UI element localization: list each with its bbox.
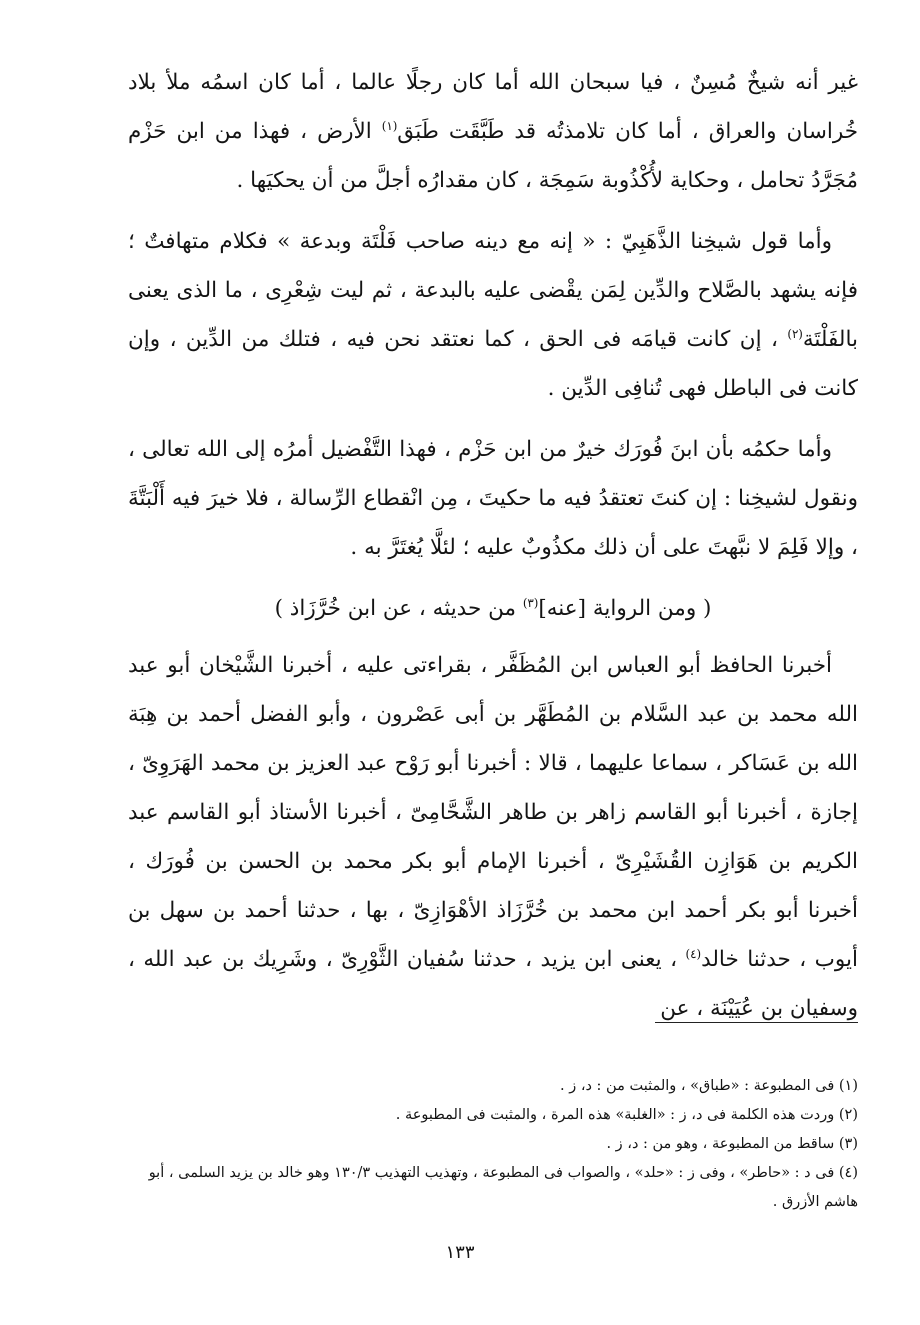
paragraph-2-text: وأما قول شيخِنا الذَّهَبِيّ : « إنه مع دينه صاحب فَلْتَة وبدعة » فكلام متهافتٌ ؛ فإنه يشهد بالصَّلاح والدِّين لِمَن يقْضى عليه بالبدعة ، ثم ليت شِعْرِى ، ما الذى يعنى بالفَلْتَة bbox=[128, 229, 858, 352]
footnote-2: (٢) وردت هذه الكلمة فى د، ز : «الغلبة» هذه المرة ، والمثبت فى المطبوعة . bbox=[395, 1107, 858, 1123]
main-text bbox=[128, 58, 858, 1045]
section-heading bbox=[128, 584, 858, 633]
footnote-marker-2: (٢) bbox=[787, 326, 803, 341]
paragraph-1-text: غير أنه شيخٌ مُسِنٌ ، فيا سبحان الله أما كان رجلًا عالما ، أما كان اسمُه ملأ بلاد خُراسان والعراق ، أما كان تلامذتُه قد طَبَّقَت طَبَق bbox=[128, 70, 858, 144]
paragraph-3-text: وأما حكمُه بأن ابنَ فُورَك خيرٌ من ابن حَزْم ، فهذا التَّفْضيل أمرُه إلى الله تعالى ، ونقول لشيخِنا : إن كنتَ تعتقدُ فيه ما حكيتَ ، مِن انْقطاع الرِّسالة ، فلا خيرَ فيه أَلْبَتَّةَ ، وإلا فَلِمَ لا نبَّهتَ على أن ذلك مكذُوبٌ عليه ؛ لئلَّا يُغتَرَّ به . bbox=[128, 437, 858, 560]
paragraph-3 bbox=[128, 425, 858, 572]
paragraph-1-rest: الأرض ، فهذا من ابن حَزْم مُجَرَّدُ تحامل ، وحكاية لأُكْذُوبة سَمِجَة ، كان مقدارُه أجلَّ من أن يحكيَها . bbox=[128, 119, 858, 193]
section-heading-end: من حديثه ، عن ابن خُرَّزَاذ ) bbox=[274, 596, 523, 621]
paragraph-4-text: أخبرنا الحافظ أبو العباس ابن المُظَفَّر ، بقراءتى عليه ، أخبرنا الشَّيْخان أبو عبد الله محمد بن عبد السَّلام بن المُطَهَّر بن أبى عَصْرون ، وأبو الفضل أحمد بن هِبَة الله بن عَسَاكر ، سماعا عليهما ، قالا : أخبرنا أبو رَوْح عبد العزيز بن محمد الهَرَوِىّ ، إجازة ، أخبرنا أبو القاسم زاهر بن طاهر الشَّحَّامِىّ ، أخبرنا الأستاذ أبو القاسم عبد الكريم بن هَوَازِن القُشَيْرِىّ ، أخبرنا الإمام أبو بكر محمد بن الحسن بن فُورَك ، أخبرنا أبو بكر أحمد ابن محمد بن خُرَّزَاذ الأهْوَازِىّ ، بها ، حدثنا أحمد بن سهل بن أيوب ، حدثنا خالد bbox=[128, 653, 858, 972]
paragraph-4-rest: ، يعنى ابن يزيد ، حدثنا سُفيان الثَّوْرِىّ ، وشَرِيك بن عبد الله ، وسفيان بن عُيَيْنَة ، عن bbox=[128, 947, 858, 1021]
footnote-marker-3: (٣) bbox=[522, 595, 539, 610]
paragraph-2 bbox=[128, 217, 858, 413]
paragraph-2-rest: ، إن كانت قيامَه فى الحق ، كما نعتقد نحن فيه ، فتلك من الدِّين ، وإن كانت فى الباطل فهى تُنافِى الدِّين . bbox=[128, 327, 858, 401]
paragraph-4 bbox=[128, 641, 858, 1033]
footnotes bbox=[128, 1072, 858, 1217]
section-heading-start: ( ومن الرواية [عنه] bbox=[538, 596, 712, 621]
footnote-marker-1: (١) bbox=[381, 118, 398, 133]
paragraph-1 bbox=[128, 58, 858, 205]
footnote-marker-4: (٤) bbox=[685, 946, 702, 961]
footnote-3: (٣) ساقط من المطبوعة ، وهو من : د، ز . bbox=[606, 1136, 858, 1152]
page-number: ١٣٣ bbox=[445, 1242, 475, 1263]
footnote-separator bbox=[655, 1022, 858, 1023]
footnote-1: (١) فى المطبوعة : «طباق» ، والمثبت من : د، ز . bbox=[559, 1078, 858, 1094]
footnote-4: (٤) فى د : «حاطر» ، وفى ز : «حلد» ، والصواب فى المطبوعة ، وتهذيب التهذيب ١٣٠/٣ وهو خالد بن يزيد السلمى ، أبو هاشم الأزرق . bbox=[148, 1165, 858, 1210]
